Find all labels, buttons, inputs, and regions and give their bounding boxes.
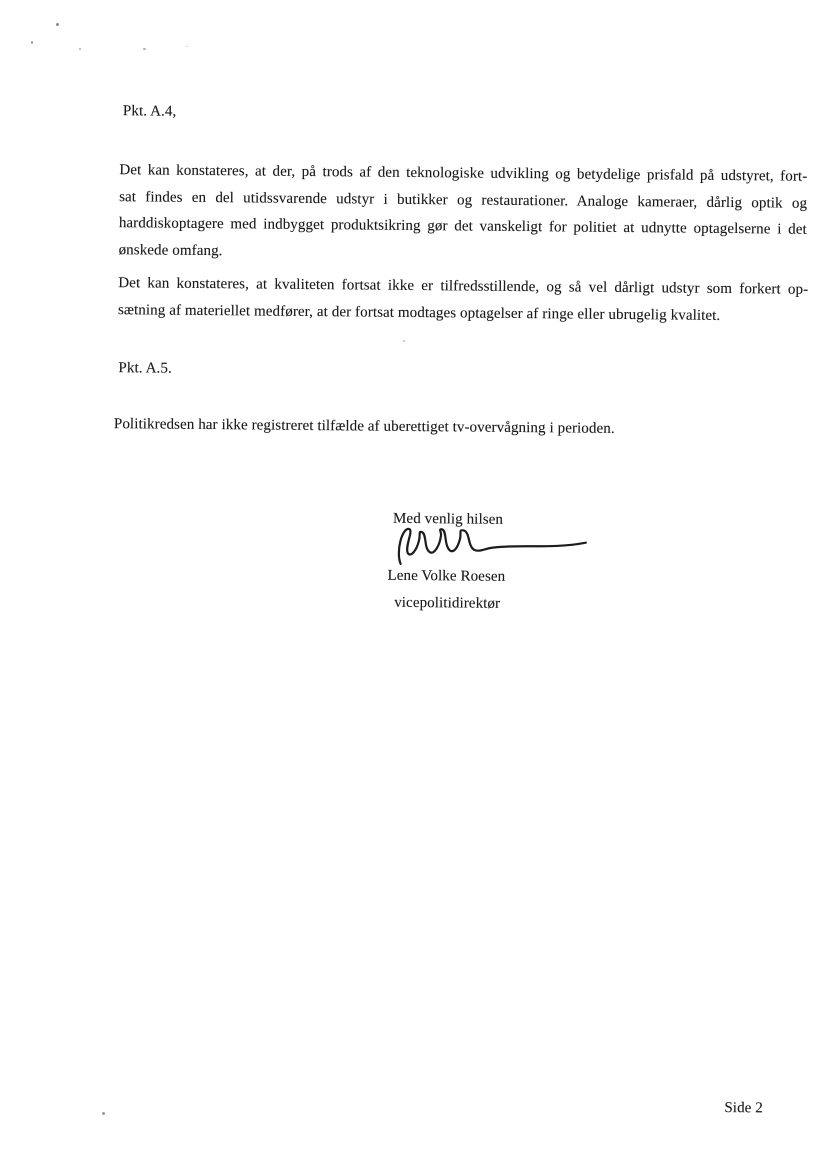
paragraph-line: sat findes en del utidssvarende udstyr i butikker og restaurationer. Analoge kameraer, dårlig optik og [119, 188, 808, 212]
paragraph-quality-findings [118, 270, 808, 330]
closing-salutation: Med venlig hilsen [392, 510, 504, 528]
paragraph-equipment-findings [118, 157, 807, 270]
paragraph-surveillance-statement: Politikredsen har ikke registreret tilfælde af uberettiget tv-overvågning i perioden. [113, 416, 615, 437]
paragraph-line: Det kan konstateres, at der, på trods af den teknologiske udvikling og betydelige prisfald på udstyret, fort- [119, 162, 808, 185]
paragraph-line: Det kan konstateres, at kvaliteten fortsat ikke er tilfredsstillende, og så vel dårligt udstyr som forkert op- [118, 275, 809, 298]
signatory-title: vicepolitidirektør [394, 594, 501, 612]
paragraph-line: sætning af materiellet medfører, at der fortsat modtages optagelser af ringe eller ubrugelig kvalitet. [117, 301, 721, 324]
section-heading-a5: Pkt. A.5. [118, 360, 172, 377]
section-heading-a4: Pkt. A.4, [122, 103, 177, 120]
signatory-name: Lene Volke Roesen [387, 567, 506, 585]
page-number: Side 2 [724, 1100, 764, 1117]
paragraph-line: harddiskoptagere med indbygget produktsikring gør det vanskeligt for politiet at udnytte optagelserne i det [118, 215, 807, 238]
paragraph-line: ønskede omfang. [118, 241, 223, 259]
